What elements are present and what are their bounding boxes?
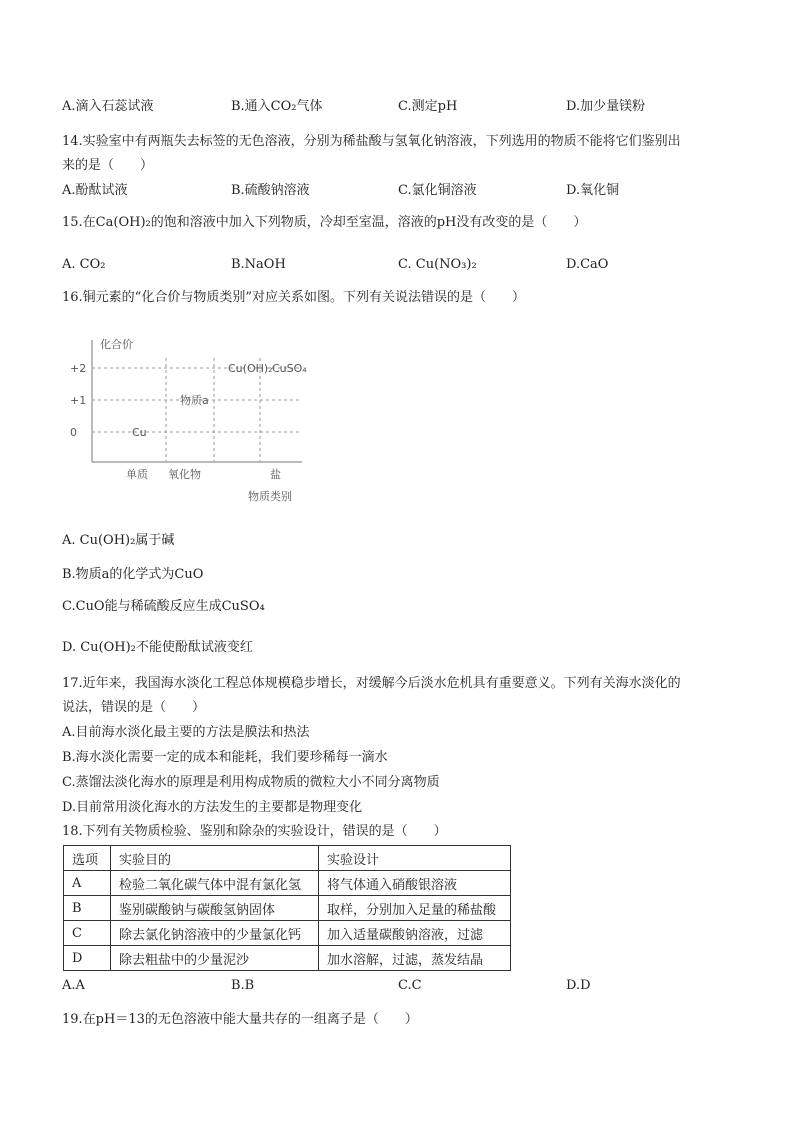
- table-row: [64, 871, 511, 896]
- q18-experiment-table: [63, 845, 511, 971]
- q14-option-b: B.硫酸钠溶液: [231, 183, 310, 198]
- q17-stem-line2: 说法，错误的是（ ）: [62, 700, 206, 715]
- table-cell: 取样，分别加入足量的稀盐酸: [319, 896, 511, 921]
- q17-option-c: C.蒸馏法淡化海水的原理是利用构成物质的微粒大小不同分离物质: [62, 775, 440, 790]
- q15-option-a: A. CO₂: [62, 257, 106, 272]
- q13-option-b: B.通入CO₂气体: [231, 99, 323, 114]
- y-axis-label: 化合价: [100, 338, 133, 351]
- q18-stem: 18.下列有关物质检验、鉴别和除杂的实验设计，错误的是（ ）: [62, 824, 447, 839]
- table-cell: 除去氯化钠溶液中的少量氯化钙: [111, 921, 319, 946]
- table-row: [64, 896, 511, 921]
- x-tick-label: 盐: [270, 468, 281, 481]
- q19-stem: 19.在pH＝13的无色溶液中能大量共存的一组离子是（ ）: [62, 1012, 418, 1027]
- x-tick-label: 氧化物: [168, 468, 201, 481]
- q15-option-c: C. Cu(NO₃)₂: [398, 257, 477, 272]
- q16-option-a: A. Cu(OH)₂属于碱: [62, 533, 175, 548]
- table-cell: 加水溶解，过滤，蒸发结晶: [319, 946, 511, 971]
- table-cell: 鉴别碳酸钠与碳酸氢钠固体: [111, 896, 319, 921]
- table-cell: D: [64, 946, 111, 971]
- chart-point-label: Cu: [132, 426, 147, 439]
- q18-option-a: A.A: [62, 978, 85, 993]
- q13-option-d: D.加少量镁粉: [566, 99, 646, 114]
- q17-option-d: D.目前常用淡化海水的方法发生的主要都是物理变化: [62, 800, 363, 815]
- table-cell: 将气体通入硝酸银溶液: [319, 871, 511, 896]
- q16-stem: 16.铜元素的“化合价与物质类别”对应关系如图。下列有关说法错误的是（ ）: [62, 290, 525, 305]
- q16-option-d: D. Cu(OH)₂不能使酚酞试液变红: [62, 640, 253, 655]
- q17-stem-line1: 17.近年来，我国海水淡化工程总体规模稳步增长，对缓解今后淡水危机具有重要意义。下列有关海水淡化的: [62, 676, 681, 691]
- q17-option-b: B.海水淡化需要一定的成本和能耗，我们要珍稀每一滴水: [62, 750, 388, 765]
- valence-category-chart: [70, 330, 320, 510]
- q15-option-d: D.CaO: [566, 257, 609, 272]
- table-cell: B: [64, 896, 111, 921]
- table-cell: C: [64, 921, 111, 946]
- q16-option-b: B.物质a的化学式为CuO: [62, 567, 204, 582]
- chart-point-label: CuSO₄: [272, 362, 307, 375]
- table-row: [64, 921, 511, 946]
- table-cell: 加入适量碳酸钠溶液，过滤: [319, 921, 511, 946]
- y-tick-label: +1: [70, 394, 87, 407]
- q14-option-c: C.氯化铜溶液: [398, 183, 477, 198]
- chart-point-label: Cu(OH)₂: [228, 362, 273, 375]
- q15-stem: 15.在Ca(OH)₂的饱和溶液中加入下列物质，冷却至室温，溶液的pH没有改变的是（ ）: [62, 215, 587, 230]
- table-cell: A: [64, 871, 111, 896]
- q14-option-a: A.酚酞试液: [62, 183, 128, 198]
- q18-option-c: C.C: [398, 978, 422, 993]
- q15-option-b: B.NaOH: [231, 257, 286, 272]
- y-tick-label: +2: [70, 362, 87, 375]
- x-tick-label: 单质: [126, 468, 148, 481]
- q14-option-d: D.氧化铜: [566, 183, 620, 198]
- x-axis-label: 物质类别: [248, 490, 292, 503]
- q16-option-c: C.CuO能与稀硫酸反应生成CuSO₄: [62, 599, 265, 614]
- q18-option-b: B.B: [231, 978, 255, 993]
- table-header-cell: 实验设计: [319, 846, 511, 871]
- table-row: [64, 946, 511, 971]
- q14-stem-line2: 来的是（ ）: [62, 158, 154, 173]
- q17-option-a: A.目前海水淡化最主要的方法是膜法和热法: [62, 725, 310, 740]
- q13-option-a: A.滴入石蕊试液: [62, 99, 154, 114]
- y-tick-label: 0: [70, 426, 77, 439]
- table-header-row: [64, 846, 511, 871]
- table-cell: 检验二氧化碳气体中混有氯化氢: [111, 871, 319, 896]
- q14-stem-line1: 14.实验室中有两瓶失去标签的无色溶液，分别为稀盐酸与氢氧化钠溶液，下列选用的物质不能将它们鉴别出: [62, 134, 681, 149]
- table-header-cell: 选项: [64, 846, 111, 871]
- table-header-cell: 实验目的: [111, 846, 319, 871]
- q13-option-c: C.测定pH: [398, 99, 458, 114]
- chart-point-label: 物质a: [180, 394, 209, 407]
- q18-option-d: D.D: [566, 978, 591, 993]
- table-cell: 除去粗盐中的少量泥沙: [111, 946, 319, 971]
